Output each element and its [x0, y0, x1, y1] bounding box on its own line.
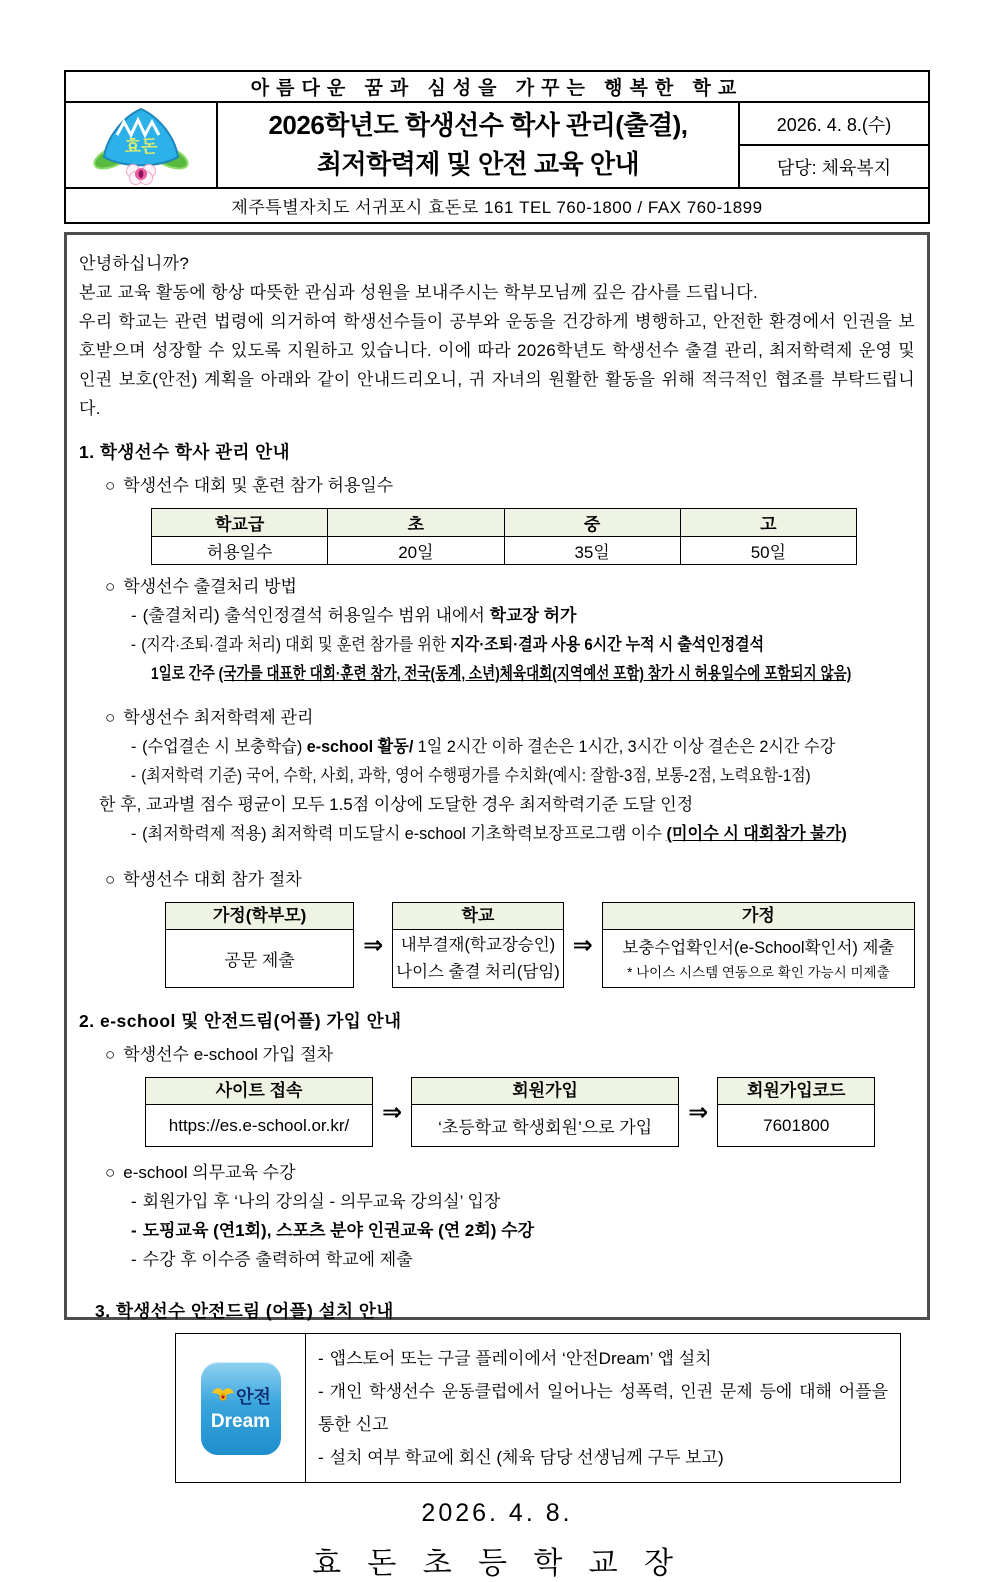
- minimum-academic-bullet-3: [131, 819, 876, 848]
- attendance-bullet-2: [131, 630, 821, 659]
- minimum-academic-bullet-2: [131, 761, 821, 790]
- safedream-icon-cell: [176, 1334, 306, 1482]
- flow-box-school: [392, 902, 563, 988]
- document-title-line1: 2026학년도 학생선수 학사 관리(출결),: [268, 110, 688, 140]
- min-b1-prefix: (수업결손 시 보충학습): [142, 737, 307, 756]
- document-date: 2026. 4. 8.(수): [740, 103, 928, 146]
- arrow-right-icon: ⇒: [572, 931, 593, 959]
- flow-box-signup-code-header: 회원가입코드: [718, 1078, 874, 1105]
- safedream-bullet-2: [318, 1375, 888, 1441]
- section3-title: 3. 학생선수 안전드림 (어플) 설치 안내: [95, 1301, 394, 1321]
- header-middle-row: [66, 103, 928, 189]
- police-emblem-icon: [210, 1385, 236, 1407]
- attendance-note-underlined: (국가를 대표한 대회·훈련 참가, 전국(동계, 소년)체육대회(지역예선 포함) 참가 시 허용일수에 포함되지 않음): [218, 664, 852, 683]
- flow-box-family-header: 가정(학부모): [166, 903, 353, 930]
- circle-bullet-icon: ○: [105, 1045, 116, 1064]
- min-b1-bold: e-school 활동/: [306, 737, 414, 756]
- safedream-icon-kor-label: 안전: [236, 1387, 271, 1407]
- value-middle: 35일: [504, 537, 680, 565]
- section1-sub4-title-text: 학생선수 대회 참가 절차: [123, 870, 302, 889]
- section1-sub3-title-text: 학생선수 최저학력제 관리: [123, 708, 314, 727]
- flow-box-home: [602, 902, 915, 988]
- dash-bullet-icon: -: [131, 824, 137, 843]
- value-high: 50일: [680, 537, 856, 565]
- section2-sub1-title: [105, 1041, 915, 1069]
- dash-bullet-icon: -: [131, 766, 136, 785]
- section2-sub2-title-text: e-school 의무교육 수강: [123, 1163, 296, 1182]
- school-logo-cell: [66, 103, 218, 187]
- flow-box-signup-code: [717, 1077, 875, 1147]
- document-title-line2: 최저학력제 및 안전 교육 안내: [316, 149, 640, 179]
- attendance-bullet-2-continuation: [151, 659, 852, 688]
- dash-bullet-icon: -: [131, 1192, 137, 1211]
- minimum-academic-bullet-2-continuation: [99, 790, 915, 819]
- flow-box-school-header: 학교: [393, 903, 562, 930]
- min-b2-line1: (최저학력 기준) 국어, 수학, 사회, 과학, 영어 수행평가를 수치화(예시: 잘함-3점, 보통-2점, 노력요함-1점): [141, 766, 811, 785]
- safedream-app-table: [175, 1333, 901, 1483]
- dash-bullet-icon: -: [318, 1382, 324, 1401]
- dash-bullet-icon: -: [318, 1448, 324, 1467]
- dash-bullet-icon: -: [318, 1349, 324, 1368]
- mandatory-edu-bullet-1: [131, 1187, 915, 1216]
- attendance-bullet-1-text: (출결처리) 출석인정결석 허용일수 범위 내에서: [142, 606, 490, 625]
- flow-box-home-line1: 보충수업확인서(e-School확인서) 제출: [622, 938, 895, 957]
- allowed-days-table: [151, 508, 857, 565]
- min-b3-underlined: (미이수 시 대회참가 불가): [666, 824, 847, 843]
- section1-sub1-title-text: 학생선수 대회 및 훈련 참가 허용일수: [123, 476, 394, 495]
- section2-sub2-title: [105, 1159, 915, 1187]
- safedream-app-icon: [201, 1362, 281, 1455]
- allowed-days-value-row: [152, 537, 857, 565]
- competition-procedure-flow: [165, 902, 915, 988]
- footer-date: 2026. 4. 8.: [421, 1499, 573, 1527]
- safedream-bullet-2-text: 개인 학생선수 운동클럽에서 일어나는 성폭력, 인권 문제 등에 대해 어플을 통한 신고: [318, 1382, 888, 1434]
- school-slogan: 아름다운 꿈과 심성을 가꾸는 행복한 학교: [66, 72, 928, 103]
- flow-box-membership-header: 회원가입: [412, 1078, 678, 1105]
- dash-bullet-icon: -: [131, 1250, 137, 1269]
- circle-bullet-icon: ○: [105, 476, 116, 495]
- section1-sub2-title-text: 학생선수 출결처리 방법: [123, 577, 297, 596]
- col-header-school-level: 학교급: [152, 509, 328, 537]
- mandatory-edu-bullet-3-text: 수강 후 이수증 출력하여 학교에 제출: [142, 1250, 413, 1269]
- safedream-bullet-1-text: 앱스토어 또는 구글 플레이에서 ‘안전Dream’ 앱 설치: [329, 1349, 712, 1368]
- svg-text:효돈: 효돈: [124, 137, 158, 156]
- eschool-url: https://es.e-school.or.kr/: [168, 1115, 350, 1135]
- school-address: 제주특별자치도 서귀포시 효돈로 161 TEL 760-1800 / FAX 760-1899: [231, 198, 763, 217]
- flow-box-school-line2: 나이스 출결 처리(담임): [396, 962, 560, 981]
- allowed-days-header-row: [152, 509, 857, 537]
- min-b2-line2: 한 후, 교과별 점수 평균이 모두 1.5점 이상에 도달한 경우 최저학력기준 도달 인정: [99, 795, 694, 814]
- flow-box-home-line2: * 나이스 시스템 연동으로 확인 가능시 미제출: [627, 964, 890, 980]
- flow-box-school-line1: 내부결재(학교장승인): [400, 935, 556, 954]
- min-b1-suffix: 1일 2시간 이하 결손은 1시간, 3시간 이상 결손은 2시간 수강: [413, 737, 836, 756]
- attendance-bullet-2-bold: 지각·조퇴·결과 사용 6시간 누적 시 출석인정결석: [450, 635, 765, 654]
- dash-bullet-icon: -: [131, 737, 137, 756]
- col-header-elementary: 초: [328, 509, 504, 537]
- section1-sub2-title: [105, 573, 915, 601]
- attendance-bullet-1: [131, 601, 915, 630]
- minimum-academic-bullet-1: [131, 732, 876, 761]
- flow-box-site-access-header: 사이트 접속: [146, 1078, 372, 1105]
- mandatory-edu-bullet-3: [131, 1245, 915, 1274]
- section1-sub3-title: [105, 704, 915, 732]
- thanks-line: 본교 교육 활동에 항상 따뜻한 관심과 성원을 보내주시는 학부모님께 깊은 감사를 드립니다.: [79, 283, 758, 302]
- dash-bullet-icon: -: [131, 635, 136, 654]
- section2-sub1-title-text: 학생선수 e-school 가입 절차: [123, 1045, 334, 1064]
- flow-box-membership: [411, 1077, 679, 1147]
- header-date-cell: [740, 103, 928, 187]
- arrow-right-icon: ⇒: [382, 1098, 403, 1126]
- mandatory-edu-bullet-2-text: 도핑교육 (연1회), 스포츠 분야 인권교육 (연 2회) 수강: [142, 1221, 535, 1240]
- dash-bullet-icon: -: [131, 1221, 137, 1240]
- signup-code-value: 7601800: [763, 1115, 830, 1135]
- circle-bullet-icon: ○: [105, 1163, 116, 1182]
- safedream-icon-eng-label: Dream: [210, 1411, 271, 1432]
- row-label-allowed-days: 허용일수: [152, 537, 328, 565]
- safedream-bullet-3-text: 설치 여부 학교에 회신 (체육 담당 선생님께 구두 보고): [329, 1448, 724, 1467]
- safedream-bullet-1: [318, 1342, 888, 1375]
- col-header-middle: 중: [504, 509, 680, 537]
- school-logo-icon: [91, 105, 191, 185]
- mandatory-edu-bullet-1-text: 회원가입 후 ‘나의 강의실 - 의무교육 강의실’ 입장: [142, 1192, 501, 1211]
- eschool-signup-flow: [145, 1077, 915, 1147]
- flow-box-family: [165, 902, 354, 988]
- circle-bullet-icon: ○: [105, 708, 116, 727]
- main-content-box: [64, 232, 930, 1580]
- flow-box-family-line: 공문 제출: [224, 951, 295, 970]
- attendance-bullet-2-text: (지각·조퇴·결과 처리) 대회 및 훈련 참가를 위한: [141, 635, 451, 654]
- safedream-bullet-3: [318, 1441, 888, 1474]
- intro-paragraph: 우리 학교는 관련 법령에 의거하여 학생선수들이 공부와 운동을 건강하게 병행하고, 안전한 환경에서 인권을 보호받으며 성장할 수 있도록 지원하고 있습니다. 이에 따라 2026학년도 학생선수 출결 관리, 최저학력제 운영 및 인권 보호(안전) 계획을 아래와 같이 안내드리오니, 귀 자녀의 원활한 활동을 위해 적극적인 협조를 부탁드립니다.: [79, 312, 915, 418]
- col-header-high: 고: [680, 509, 856, 537]
- dash-bullet-icon: -: [131, 606, 137, 625]
- document-title: [218, 103, 740, 187]
- section2-title: 2. e-school 및 안전드림(어플) 가입 안내: [79, 1011, 402, 1031]
- principal-signature: 효 돈 초 등 학 교 장: [312, 1547, 682, 1580]
- safedream-instructions: [306, 1334, 900, 1482]
- flow-box-membership-line: ‘초등학교 학생회원’으로 가입: [438, 1118, 653, 1137]
- section1-sub1-title: [105, 472, 915, 500]
- section1-title: 1. 학생선수 학사 관리 안내: [79, 442, 291, 462]
- flow-box-home-header: 가정: [603, 903, 914, 930]
- value-elementary: 20일: [328, 537, 504, 565]
- section1-sub4-title: [105, 866, 915, 894]
- min-b3-prefix: (최저학력제 적용) 최저학력 미도달시 e-school 기초학력보장프로그램 이수: [142, 824, 667, 843]
- circle-bullet-icon: ○: [105, 870, 116, 889]
- mandatory-edu-bullet-2: [131, 1216, 915, 1245]
- attendance-bullet-1-bold: 학교장 허가: [489, 606, 577, 625]
- circle-bullet-icon: ○: [105, 577, 116, 596]
- arrow-right-icon: ⇒: [363, 931, 384, 959]
- attendance-note-prefix: 1일로 간주: [151, 664, 219, 683]
- document-manager: 담당: 체육복지: [776, 157, 892, 178]
- arrow-right-icon: ⇒: [688, 1098, 709, 1126]
- greeting-line: 안녕하십니까?: [79, 254, 190, 273]
- header-table: [64, 70, 930, 224]
- flow-box-site-access: [145, 1077, 373, 1147]
